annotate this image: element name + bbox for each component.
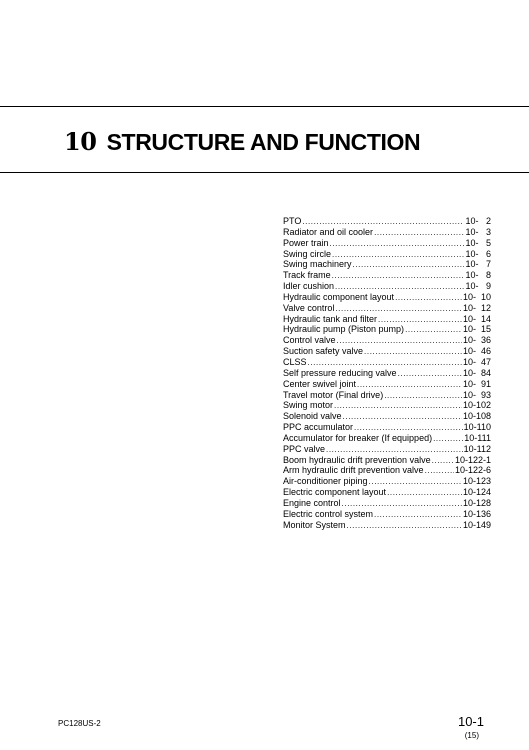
toc-entry[interactable] bbox=[283, 411, 491, 422]
toc-entry[interactable] bbox=[283, 270, 491, 281]
toc-entry-title: Swing machinery bbox=[283, 259, 352, 270]
toc-entry-page: 10-102 bbox=[462, 400, 491, 411]
toc-leader-dots bbox=[398, 369, 462, 380]
toc-entry-page: 10- 6 bbox=[465, 248, 491, 259]
toc-entry-page: 10- 84 bbox=[462, 367, 491, 378]
toc-entry-title: Power train bbox=[283, 237, 329, 248]
toc-entry-title: Arm hydraulic drift prevention valve bbox=[283, 465, 424, 476]
toc-entry-title: Hydraulic component layout bbox=[283, 291, 395, 302]
chapter-heading bbox=[64, 128, 420, 156]
toc-entry-page: 10-149 bbox=[462, 519, 491, 530]
toc-entry[interactable] bbox=[283, 476, 491, 487]
toc-leader-dots bbox=[405, 325, 462, 336]
toc-entry-page: 10- 91 bbox=[462, 378, 491, 389]
toc-entry[interactable] bbox=[283, 335, 491, 346]
toc-entry-title: PPC accumulator bbox=[283, 422, 354, 433]
toc-entry[interactable] bbox=[283, 324, 491, 335]
toc-entry-page: 10-124 bbox=[462, 487, 491, 498]
toc-entry-page: 10-111 bbox=[464, 432, 491, 443]
toc-entry-title: CLSS bbox=[283, 356, 307, 367]
toc-entry[interactable] bbox=[283, 238, 491, 249]
toc-leader-dots bbox=[330, 239, 465, 250]
chapter-number: 10 bbox=[64, 127, 97, 156]
toc-leader-dots bbox=[353, 260, 465, 271]
toc-entry-page: 10- 10 bbox=[462, 291, 491, 302]
table-of-contents bbox=[283, 216, 491, 530]
toc-entry[interactable] bbox=[283, 520, 491, 531]
toc-entry-title: Accumulator for breaker (If equipped) bbox=[283, 432, 433, 443]
toc-entry-title: Engine control bbox=[283, 497, 341, 508]
toc-entry-page: 10- 8 bbox=[465, 270, 491, 281]
toc-leader-dots bbox=[334, 401, 462, 412]
toc-entry-page: 10-112 bbox=[463, 443, 491, 454]
toc-entry-title: Monitor System bbox=[283, 519, 346, 530]
toc-entry-page: 10- 5 bbox=[465, 237, 491, 248]
toc-entry[interactable] bbox=[283, 314, 491, 325]
toc-entry-page: 10- 12 bbox=[462, 302, 491, 313]
toc-entry-title: Travel motor (Final drive) bbox=[283, 389, 384, 400]
toc-entry-page: 10- 46 bbox=[462, 346, 491, 357]
toc-entry-page: 10- 93 bbox=[462, 389, 491, 400]
toc-entry[interactable] bbox=[283, 509, 491, 520]
toc-entry-title: Swing circle bbox=[283, 248, 332, 259]
toc-entry-title: Hydraulic pump (Piston pump) bbox=[283, 324, 405, 335]
toc-entry[interactable] bbox=[283, 368, 491, 379]
toc-entry-title: Idler cushion bbox=[283, 281, 335, 292]
toc-entry-page: 10- 14 bbox=[462, 313, 491, 324]
toc-entry-title: Electric control system bbox=[283, 508, 374, 519]
toc-entry-title: Track frame bbox=[283, 270, 331, 281]
toc-entry-title: Air-conditioner piping bbox=[283, 476, 368, 487]
toc-entry-title: Hydraulic tank and filter bbox=[283, 313, 378, 324]
toc-entry[interactable] bbox=[283, 346, 491, 357]
toc-entry-title: Valve control bbox=[283, 302, 335, 313]
page-number: 10-1 bbox=[457, 714, 484, 729]
toc-entry-page: 10-128 bbox=[462, 497, 491, 508]
toc-leader-dots bbox=[425, 466, 454, 477]
toc-entry-title: Swing motor bbox=[283, 400, 334, 411]
toc-entry[interactable] bbox=[283, 487, 491, 498]
toc-entry[interactable] bbox=[283, 390, 491, 401]
toc-entry[interactable] bbox=[283, 357, 491, 368]
toc-entry-page: 10- 2 bbox=[465, 216, 491, 226]
toc-entry[interactable] bbox=[283, 433, 491, 444]
toc-entry[interactable] bbox=[283, 259, 491, 270]
toc-entry-title: Control valve bbox=[283, 335, 336, 346]
toc-entry[interactable] bbox=[283, 303, 491, 314]
top-rule bbox=[0, 106, 529, 107]
toc-entry-page: 10- 7 bbox=[465, 259, 491, 270]
toc-leader-dots bbox=[395, 293, 462, 304]
toc-entry-page: 10-136 bbox=[462, 508, 491, 519]
toc-entry[interactable] bbox=[283, 379, 491, 390]
toc-entry[interactable] bbox=[283, 444, 491, 455]
toc-entry-title: Boom hydraulic drift prevention valve bbox=[283, 454, 431, 465]
bottom-rule bbox=[0, 172, 529, 173]
page-sub-number: (15) bbox=[464, 731, 479, 740]
toc-entry-title: Center swivel joint bbox=[283, 378, 357, 389]
toc-entry[interactable] bbox=[283, 216, 491, 227]
toc-entry-page: 10- 3 bbox=[465, 226, 491, 237]
toc-entry-title: PPC valve bbox=[283, 443, 326, 454]
toc-entry-title: PTO bbox=[283, 216, 302, 226]
toc-leader-dots bbox=[332, 271, 465, 282]
model-number: PC128US-2 bbox=[58, 719, 101, 728]
toc-leader-dots bbox=[374, 510, 462, 521]
toc-entry-title: Suction safety valve bbox=[283, 346, 364, 357]
toc-entry[interactable] bbox=[283, 249, 491, 260]
toc-leader-dots bbox=[343, 412, 462, 423]
toc-entry[interactable] bbox=[283, 292, 491, 303]
toc-entry-title: Solenoid valve bbox=[283, 411, 342, 422]
toc-entry-page: 10- 15 bbox=[462, 324, 491, 335]
toc-entry-title: Self pressure reducing valve bbox=[283, 367, 397, 378]
toc-entry-title: Radiator and oil cooler bbox=[283, 226, 374, 237]
toc-entry-title: Electric component layout bbox=[283, 487, 387, 498]
toc-entry-page: 10- 47 bbox=[462, 356, 491, 367]
toc-leader-dots bbox=[387, 488, 462, 499]
toc-leader-dots bbox=[364, 347, 462, 358]
toc-entry-page: 10-122-6 bbox=[454, 465, 491, 476]
toc-leader-dots bbox=[347, 521, 462, 532]
toc-entry-page: 10- 36 bbox=[462, 335, 491, 346]
toc-entry[interactable] bbox=[283, 281, 491, 292]
toc-entry[interactable] bbox=[283, 498, 491, 509]
toc-entry-page: 10-123 bbox=[462, 476, 491, 487]
chapter-title: STRUCTURE AND FUNCTION bbox=[106, 129, 421, 155]
toc-leader-dots bbox=[432, 456, 454, 467]
toc-entry[interactable] bbox=[283, 422, 491, 433]
toc-leader-dots bbox=[433, 434, 463, 445]
toc-entry-page: 10-122-1 bbox=[454, 454, 491, 465]
toc-entry-page: 10- 9 bbox=[465, 281, 491, 292]
toc-entry[interactable] bbox=[283, 227, 491, 238]
toc-entry-page: 10-110 bbox=[463, 422, 491, 433]
toc-leader-dots bbox=[384, 391, 462, 402]
toc-entry[interactable] bbox=[283, 455, 491, 466]
toc-entry[interactable] bbox=[283, 465, 491, 476]
toc-leader-dots bbox=[374, 228, 464, 239]
toc-entry[interactable] bbox=[283, 400, 491, 411]
toc-entry-page: 10-108 bbox=[462, 411, 491, 422]
